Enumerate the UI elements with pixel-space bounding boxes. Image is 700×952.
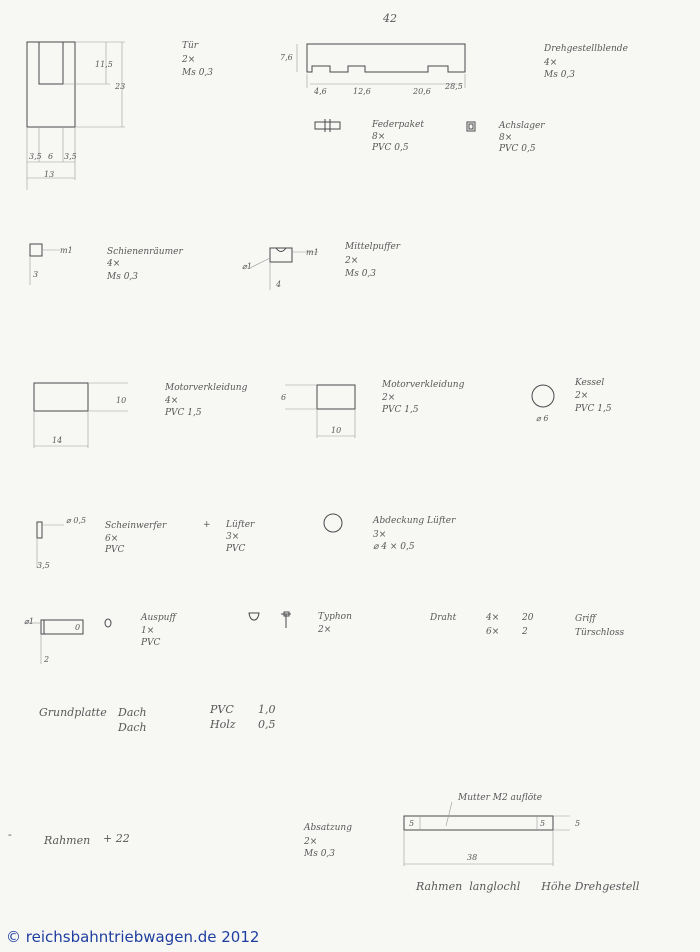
- bogie-dim-3: 20,6: [413, 87, 431, 96]
- fan-cover-name: Abdeckung Lüfter: [373, 516, 456, 526]
- roof-1: Dach: [118, 706, 147, 719]
- headlight-material: PVC: [105, 545, 125, 555]
- rail-guard-material: Ms 0,3: [107, 272, 139, 282]
- bogie-material: Ms 0,3: [544, 70, 576, 80]
- wood-value: 0,5: [258, 718, 276, 731]
- boiler-name: Kessel: [575, 378, 605, 388]
- motor-cover-1-dim-10: 10: [116, 396, 127, 405]
- rail-guard-qty: 4×: [107, 259, 121, 269]
- boiler-dim-dia: ⌀ 6: [536, 414, 549, 423]
- rail-guard-name: Schienenräumer: [107, 247, 183, 257]
- motor-cover-1-material: PVC 1,5: [165, 408, 202, 418]
- spring-pack-drawing: [315, 119, 340, 132]
- fan-material: PVC: [226, 544, 246, 554]
- copyright-footer: © reichsbahntriebwagen.de 2012: [6, 928, 260, 946]
- headlight-dim-dia: ⌀ 0,5: [66, 516, 87, 525]
- frame-dim-right: 5: [540, 819, 546, 828]
- step-name: Absatzung: [304, 823, 352, 833]
- door-dim-middle: 6: [48, 152, 54, 161]
- motor-cover-2-dim-10: 10: [331, 426, 342, 435]
- door-dim-left: 3,5: [29, 152, 42, 161]
- frame-nut-note: Mutter M2 auflöte: [458, 793, 543, 803]
- center-buffer-dim-m1: m1: [306, 248, 319, 257]
- door-name: Tür: [182, 41, 199, 51]
- spring-pack-material: PVC 0,5: [372, 143, 409, 153]
- bogie-qty: 4×: [544, 58, 558, 68]
- spring-pack-qty: 8×: [372, 132, 386, 142]
- door-dim-width: 13: [44, 170, 55, 179]
- motor-cover-1-drawing: [34, 383, 128, 448]
- axle-bearing-material: PVC 0,5: [499, 144, 536, 154]
- bogie-dim-height: 7,6: [280, 53, 293, 62]
- rail-guard-dim-3: 3: [33, 270, 39, 279]
- handle-name: Griff: [575, 614, 596, 624]
- step-qty: 2×: [304, 837, 318, 847]
- bogie-dim-4: 28,5: [445, 82, 463, 91]
- center-buffer-name: Mittelpuffer: [345, 242, 401, 252]
- door-material: Ms 0,3: [182, 68, 214, 78]
- rail-guard-dim-m1: m1: [60, 246, 73, 255]
- frame-dash: -: [8, 828, 12, 841]
- oval-part-drawing: [105, 619, 111, 627]
- boiler-drawing: [532, 385, 554, 407]
- headlight-qty: 6×: [105, 534, 119, 544]
- exhaust-dim-dia: ⌀1: [24, 617, 34, 626]
- door-dim-right: 3,5: [64, 152, 77, 161]
- frame-dim-height: 5: [575, 819, 581, 828]
- exhaust-dim-2: 2: [44, 655, 50, 664]
- door-qty: 2×: [182, 55, 196, 65]
- center-buffer-dim-4: 4: [276, 280, 282, 289]
- frame-drawing: [404, 802, 570, 866]
- boiler-material: PVC 1,5: [575, 404, 612, 414]
- fan-cover-material: ⌀ 4 × 0,5: [373, 542, 415, 552]
- motor-cover-1-qty: 4×: [165, 396, 179, 406]
- spring-pack-name: Federpaket: [372, 120, 424, 130]
- bogie-dim-1: 4,6: [314, 87, 327, 96]
- step-material: Ms 0,3: [304, 849, 336, 859]
- center-buffer-material: Ms 0,3: [345, 269, 377, 279]
- pvc-label: PVC: [210, 703, 234, 716]
- motor-cover-2-name: Motorverkleidung: [382, 380, 465, 390]
- center-buffer-dim-dia: ⌀1: [242, 262, 252, 271]
- door-dim-window-height: 11,5: [95, 60, 113, 69]
- exhaust-name: Auspuff: [141, 613, 176, 623]
- bottom-note: Rahmen langlochl Höhe Drehgestell: [416, 880, 640, 893]
- exhaust-qty: 1×: [141, 626, 155, 636]
- wire-row1-val: 20: [522, 613, 534, 623]
- motor-cover-1-name: Motorverkleidung: [165, 383, 248, 393]
- motor-cover-2-drawing: [285, 385, 355, 438]
- wire-name: Draht: [430, 613, 457, 623]
- headlight-name: Scheinwerfer: [105, 521, 167, 531]
- typhon-name: Typhon: [318, 612, 352, 622]
- base-plate-name: Grundplatte: [39, 706, 107, 719]
- motor-cover-1-dim-14: 14: [52, 436, 63, 445]
- bogie-name: Drehgestellblende: [544, 44, 628, 54]
- fan-plus: +: [203, 520, 211, 530]
- motor-cover-2-dim-6: 6: [281, 393, 287, 402]
- motor-cover-2-material: PVC 1,5: [382, 405, 419, 415]
- frame-value: + 22: [103, 832, 130, 845]
- axle-bearing-qty: 8×: [499, 133, 513, 143]
- headlight-dim-length: 3,5: [37, 561, 50, 570]
- wood-label: Holz: [210, 718, 236, 731]
- pvc-value: 1,0: [258, 703, 276, 716]
- axle-bearing-name: Achslager: [499, 121, 545, 131]
- exhaust-material: PVC: [141, 638, 161, 648]
- door-dim-height: 23: [115, 82, 126, 91]
- fan-qty: 3×: [226, 532, 240, 542]
- wire-row2-qty: 6×: [486, 627, 500, 637]
- typhon-drawing: [249, 612, 291, 628]
- page-number: 42: [383, 12, 397, 25]
- fan-cover-drawing: [324, 514, 342, 532]
- handle-sub: Türschloss: [575, 628, 625, 638]
- typhon-qty: 2×: [318, 625, 332, 635]
- motor-cover-2-qty: 2×: [382, 393, 396, 403]
- axle-bearing-drawing: [467, 122, 475, 131]
- center-buffer-qty: 2×: [345, 256, 359, 266]
- frame-dim-left: 5: [409, 819, 415, 828]
- roof-2: Dach: [118, 721, 147, 734]
- fan-name: Lüfter: [226, 520, 255, 530]
- exhaust-dim-0: 0: [75, 623, 81, 632]
- fan-cover-qty: 3×: [373, 530, 387, 540]
- bogie-frame-drawing: [297, 44, 465, 88]
- wire-row2-val: 2: [522, 627, 528, 637]
- bogie-dim-2: 12,6: [353, 87, 371, 96]
- frame-dim-length: 38: [467, 853, 478, 862]
- wire-row1-qty: 4×: [486, 613, 500, 623]
- frame-name: Rahmen: [44, 834, 91, 847]
- boiler-qty: 2×: [575, 391, 589, 401]
